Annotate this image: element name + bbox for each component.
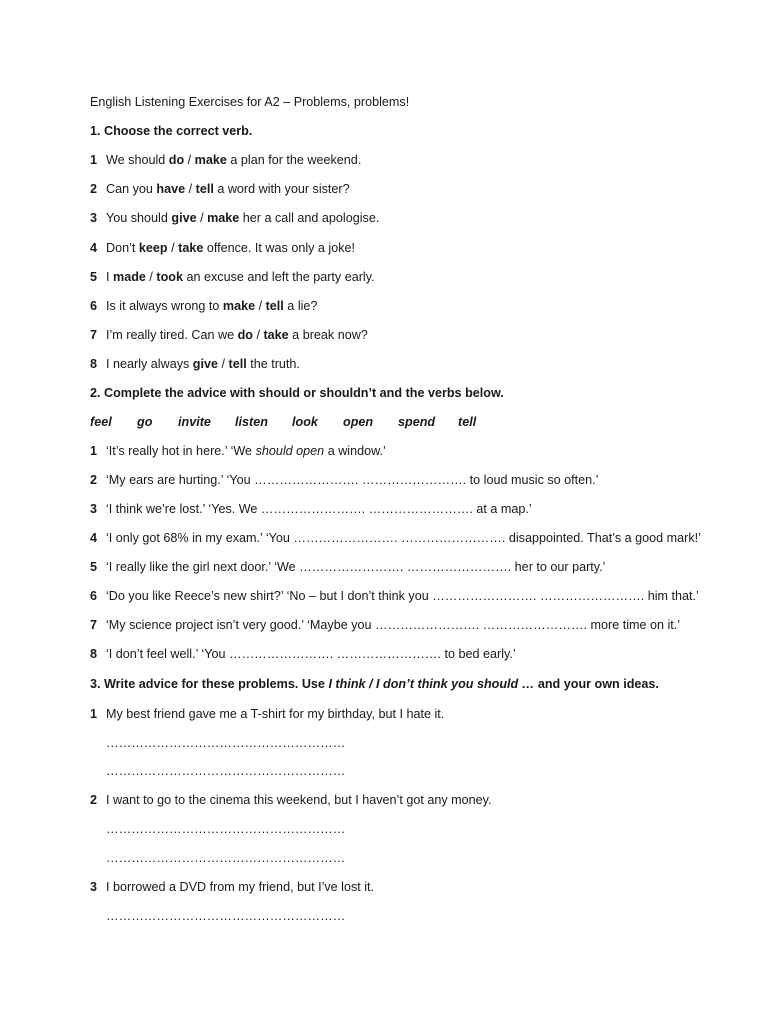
verb-word: spend bbox=[398, 415, 436, 429]
item-number: 7 bbox=[90, 618, 98, 632]
item-text: Don’t bbox=[106, 241, 139, 255]
item-text: ‘Do you like Reece’s new shirt?’ ‘No – but I don’t think you ……………………. ……………………. him that.’ bbox=[106, 589, 699, 603]
item-number: 4 bbox=[90, 241, 98, 255]
section2-item bbox=[90, 474, 598, 487]
section3-heading bbox=[90, 678, 659, 691]
verb-option: take bbox=[178, 241, 204, 255]
option-separator: / bbox=[196, 211, 208, 225]
item-text: ‘I don’t feel well.’ ‘You ……………………. ……………………. to bed early.’ bbox=[106, 647, 516, 661]
verb-word: listen bbox=[235, 415, 268, 429]
heading-phrase: I think / I don’t think you should … bbox=[328, 677, 535, 691]
option-separator: / bbox=[255, 299, 266, 313]
verb-word: invite bbox=[178, 415, 211, 429]
item-text: You should bbox=[106, 211, 172, 225]
section3-item bbox=[90, 881, 374, 894]
option-separator: / bbox=[167, 241, 179, 255]
section2-item bbox=[90, 503, 532, 516]
item-text: a window.’ bbox=[324, 444, 386, 458]
item-text: a plan for the weekend. bbox=[226, 153, 362, 167]
option-separator: / bbox=[184, 153, 195, 167]
item-text: I want to go to the cinema this weekend, but I haven’t got any money. bbox=[106, 793, 492, 807]
verb-option: tell bbox=[265, 299, 284, 313]
answer-line[interactable]: ………………………………………………… bbox=[106, 909, 346, 923]
item-text: I’m really tired. Can we bbox=[106, 328, 238, 342]
section3-item bbox=[90, 794, 492, 807]
item-number: 2 bbox=[90, 182, 98, 196]
item-text: I bbox=[106, 270, 113, 284]
item-number: 3 bbox=[90, 502, 98, 516]
item-number: 5 bbox=[90, 560, 98, 574]
item-text: ‘My science project isn’t very good.’ ‘Maybe you ……………………. ……………………. more time on it.’ bbox=[106, 618, 681, 632]
item-text: I nearly always bbox=[106, 357, 193, 371]
item-number: 8 bbox=[90, 357, 98, 371]
section2-item bbox=[90, 561, 605, 574]
item-text: her a call and apologise. bbox=[239, 211, 380, 225]
verb-option: have bbox=[156, 182, 186, 196]
verb-word: tell bbox=[458, 415, 477, 429]
verb-option: take bbox=[263, 328, 289, 342]
item-number: 1 bbox=[90, 707, 98, 721]
heading-text: and your own ideas. bbox=[534, 677, 659, 691]
item-text: a word with your sister? bbox=[213, 182, 350, 196]
item-number: 7 bbox=[90, 328, 98, 342]
item-number: 1 bbox=[90, 153, 98, 167]
item-number: 6 bbox=[90, 299, 98, 313]
verb-option: make bbox=[194, 153, 227, 167]
verb-option: tell bbox=[228, 357, 247, 371]
item-number: 2 bbox=[90, 473, 98, 487]
item-text: an excuse and left the party early. bbox=[183, 270, 375, 284]
item-text: Can you bbox=[106, 182, 157, 196]
verb-option: took bbox=[156, 270, 183, 284]
verb-word: open bbox=[343, 415, 374, 429]
answer-line[interactable]: ………………………………………………… bbox=[106, 851, 346, 865]
item-text: a lie? bbox=[283, 299, 318, 313]
verb-option: do bbox=[237, 328, 253, 342]
item-text: I borrowed a DVD from my friend, but I’ve lost it. bbox=[106, 880, 375, 894]
item-number: 1 bbox=[90, 444, 98, 458]
answer-line[interactable]: ………………………………………………… bbox=[106, 822, 346, 836]
section2-item bbox=[90, 532, 701, 545]
section2-item bbox=[90, 619, 680, 632]
option-separator: / bbox=[218, 357, 229, 371]
verb-option: tell bbox=[195, 182, 214, 196]
item-text: ‘My ears are hurting.’ ‘You ……………………. ……………………. to loud music so often.’ bbox=[106, 473, 599, 487]
verb-option: give bbox=[192, 357, 218, 371]
item-number: 4 bbox=[90, 531, 98, 545]
section1-item bbox=[90, 358, 300, 371]
item-text: a break now? bbox=[288, 328, 368, 342]
item-text: Is it always wrong to bbox=[106, 299, 223, 313]
section3-item bbox=[90, 708, 444, 721]
item-number: 3 bbox=[90, 880, 98, 894]
item-text: ‘It’s really hot in here.’ ‘We bbox=[106, 444, 256, 458]
verb-option: do bbox=[168, 153, 185, 167]
item-number: 8 bbox=[90, 647, 98, 661]
verb-option: give bbox=[171, 211, 197, 225]
verb-option: make bbox=[207, 211, 240, 225]
option-separator: / bbox=[185, 182, 196, 196]
section2-item bbox=[90, 648, 516, 661]
item-text: ‘I think we’re lost.’ ‘Yes. We ……………………. ……………………. at a map.’ bbox=[106, 502, 532, 516]
option-separator: / bbox=[145, 270, 157, 284]
section1-item bbox=[90, 300, 317, 313]
answer-line[interactable]: ………………………………………………… bbox=[106, 764, 346, 778]
item-text: offence. It was only a joke! bbox=[203, 241, 356, 255]
item-text: We should bbox=[106, 153, 169, 167]
section1-item bbox=[90, 212, 379, 225]
section2-example bbox=[90, 445, 386, 458]
item-text: ‘I only got 68% in my exam.’ ‘You ……………………. ……………………. disappointed. That’s a good mark!’ bbox=[106, 531, 701, 545]
verb-option: keep bbox=[138, 241, 168, 255]
item-number: 3 bbox=[90, 211, 98, 225]
item-text: My best friend gave me a T-shirt for my birthday, but I hate it. bbox=[106, 707, 445, 721]
section1-item bbox=[90, 329, 368, 342]
section1-item bbox=[90, 271, 375, 284]
verb-word: go bbox=[137, 415, 153, 429]
item-text: ‘I really like the girl next door.’ ‘We ……………………. ……………………. her to our party.’ bbox=[106, 560, 606, 574]
item-number: 5 bbox=[90, 270, 98, 284]
section2-heading: 2. Complete the advice with should or shouldn’t and the verbs below. bbox=[90, 386, 504, 400]
item-number: 6 bbox=[90, 589, 98, 603]
section1-heading: 1. Choose the correct verb. bbox=[90, 124, 253, 138]
verb-option: made bbox=[113, 270, 146, 284]
verb-word: look bbox=[292, 415, 318, 429]
item-text: the truth. bbox=[246, 357, 300, 371]
item-number: 2 bbox=[90, 793, 98, 807]
heading-text: 3. Write advice for these problems. Use bbox=[90, 677, 329, 691]
verb-word: feel bbox=[90, 415, 112, 429]
section1-item bbox=[90, 154, 361, 167]
section1-item bbox=[90, 242, 355, 255]
verb-option: make bbox=[222, 299, 256, 313]
example-answer: should open bbox=[255, 444, 325, 458]
answer-line[interactable]: ………………………………………………… bbox=[106, 736, 346, 750]
option-separator: / bbox=[252, 328, 264, 342]
section1-item bbox=[90, 183, 350, 196]
document-title: English Listening Exercises for A2 – Problems, problems! bbox=[90, 95, 410, 109]
section2-item bbox=[90, 590, 699, 603]
